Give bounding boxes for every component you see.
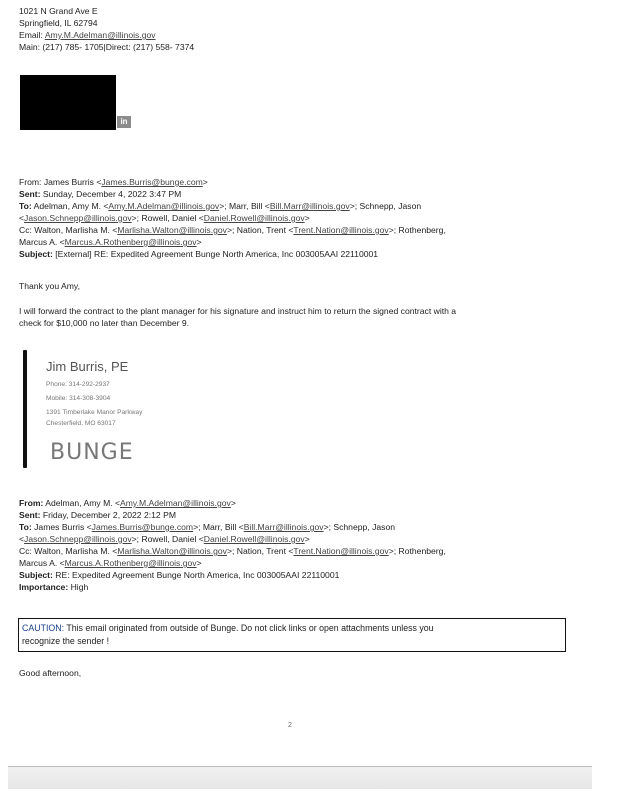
signature-name: Jim Burris, PE — [46, 359, 129, 374]
email1-cc-line-1: Cc: Walton, Marlisha M. <Marlisha.Walton@illinois.gov>; Nation, Trent <Trent.Nation@illinois.gov>; Rothenberg, — [19, 225, 446, 235]
cc-email-link[interactable]: Marlisha.Walton@illinois.gov — [117, 546, 227, 556]
linkedin-icon[interactable]: in — [117, 116, 131, 128]
to-email-link[interactable]: Daniel.Rowell@illinois.gov — [203, 534, 305, 544]
email2-sent: Sent: Friday, December 2, 2022 2:12 PM — [19, 510, 176, 520]
email2-to-line-2: <Jason.Schnepp@illinois.gov>; Rowell, Daniel <Daniel.Rowell@illinois.gov> — [19, 534, 310, 544]
signature-mobile: Mobile: 314-308-3904 — [46, 395, 111, 402]
address-line-1: 1021 N Grand Ave E — [19, 6, 98, 16]
phone-line: Main: (217) 785- 1705|Direct: (217) 558- 7374 — [19, 42, 195, 52]
to-email-link[interactable]: Bill.Marr@illinois.gov — [269, 201, 350, 211]
page-number: 2 — [288, 722, 292, 729]
email1-subject: Subject: [External] RE: Expedited Agreement Bunge North America, Inc 003005AAI 22110001 — [19, 249, 379, 259]
email2-to-line-1: To: James Burris <James.Burris@bunge.com>; Marr, Bill <Bill.Marr@illinois.gov>; Schnepp, Jason — [19, 522, 396, 532]
signature-bar — [23, 350, 27, 468]
bunge-logo: BUNGE — [50, 440, 134, 465]
email2-cc-line-1: Cc: Walton, Marlisha M. <Marlisha.Walton@illinois.gov>; Nation, Trent <Trent.Nation@illinois.gov>; Rothenberg, — [19, 546, 446, 556]
caution-banner — [18, 618, 566, 652]
email2-subject: Subject: RE: Expedited Agreement Bunge North America, Inc 003005AAI 22110001 — [19, 570, 340, 580]
to-email-link[interactable]: Bill.Marr@illinois.gov — [243, 522, 324, 532]
email2-cc-line-2: Marcus A. <Marcus.A.Rothenberg@illinois.gov> — [19, 558, 202, 568]
to-email-link[interactable]: Jason.Schnepp@illinois.gov — [24, 534, 132, 544]
email2-importance: Importance: High — [19, 582, 89, 592]
to-email-link[interactable]: Daniel.Rowell@illinois.gov — [203, 213, 305, 223]
cc-email-link[interactable]: Marlisha.Walton@illinois.gov — [117, 225, 227, 235]
cc-email-link[interactable]: Trent.Nation@illinois.gov — [293, 546, 389, 556]
to-email-link[interactable]: James.Burris@bunge.com — [91, 522, 194, 532]
signature-phone: Phone: 314-292-2937 — [46, 381, 110, 388]
caution-line-2: recognize the sender ! — [22, 636, 110, 647]
cc-email-link[interactable]: Marcus.A.Rothenberg@illinois.gov — [64, 237, 197, 247]
to-email-link[interactable]: Amy.M.Adelman@illinois.gov — [108, 201, 220, 211]
email1-body-line-1: I will forward the contract to the plant manager for his signature and instruct him to return the signed contract with a — [19, 306, 457, 316]
email1-cc-line-2: Marcus A. <Marcus.A.Rothenberg@illinois.gov> — [19, 237, 202, 247]
email1-to-line-1: To: Adelman, Amy M. <Amy.M.Adelman@illinois.gov>; Marr, Bill <Bill.Marr@illinois.gov>; Schnepp, Jason — [19, 201, 422, 211]
address-line-2: Springfield, IL 62794 — [19, 18, 98, 28]
cc-email-link[interactable]: Marcus.A.Rothenberg@illinois.gov — [64, 558, 197, 568]
signature-city: Chesterfield, MO 63017 — [46, 420, 116, 427]
email2-from: From: Adelman, Amy M. <Amy.M.Adelman@illinois.gov> — [19, 498, 236, 508]
from-email-link[interactable]: Amy.M.Adelman@illinois.gov — [120, 498, 231, 508]
to-email-link[interactable]: Jason.Schnepp@illinois.gov — [24, 213, 132, 223]
email-line — [19, 30, 156, 42]
from-email-link[interactable]: James.Burris@bunge.com — [101, 177, 203, 187]
page-bottom-edge — [8, 766, 592, 789]
redacted-image — [20, 75, 116, 130]
email1-to-line-2: <Jason.Schnepp@illinois.gov>; Rowell, Daniel <Daniel.Rowell@illinois.gov> — [19, 213, 310, 223]
signature-street: 1391 Timberlake Manor Parkway — [46, 409, 143, 416]
email1-greeting: Thank you Amy, — [19, 281, 80, 291]
email-label: Email: — [19, 30, 43, 40]
email2-greeting: Good afternoon, — [19, 668, 82, 678]
email-link[interactable]: Amy.M.Adelman@illinois.gov — [44, 30, 156, 40]
email1-from: From: James Burris <James.Burris@bunge.com> — [19, 177, 208, 187]
caution-line-1: CAUTION: This email originated from outside of Bunge. Do not click links or open attachments unless you — [22, 623, 434, 633]
cc-email-link[interactable]: Trent.Nation@illinois.gov — [293, 225, 389, 235]
email1-sent: Sent: Sunday, December 4, 2022 3:47 PM — [19, 189, 182, 199]
email1-body-line-2: check for $10,000 no later than December 9. — [19, 318, 190, 328]
caution-label: CAUTION: — [22, 623, 65, 633]
